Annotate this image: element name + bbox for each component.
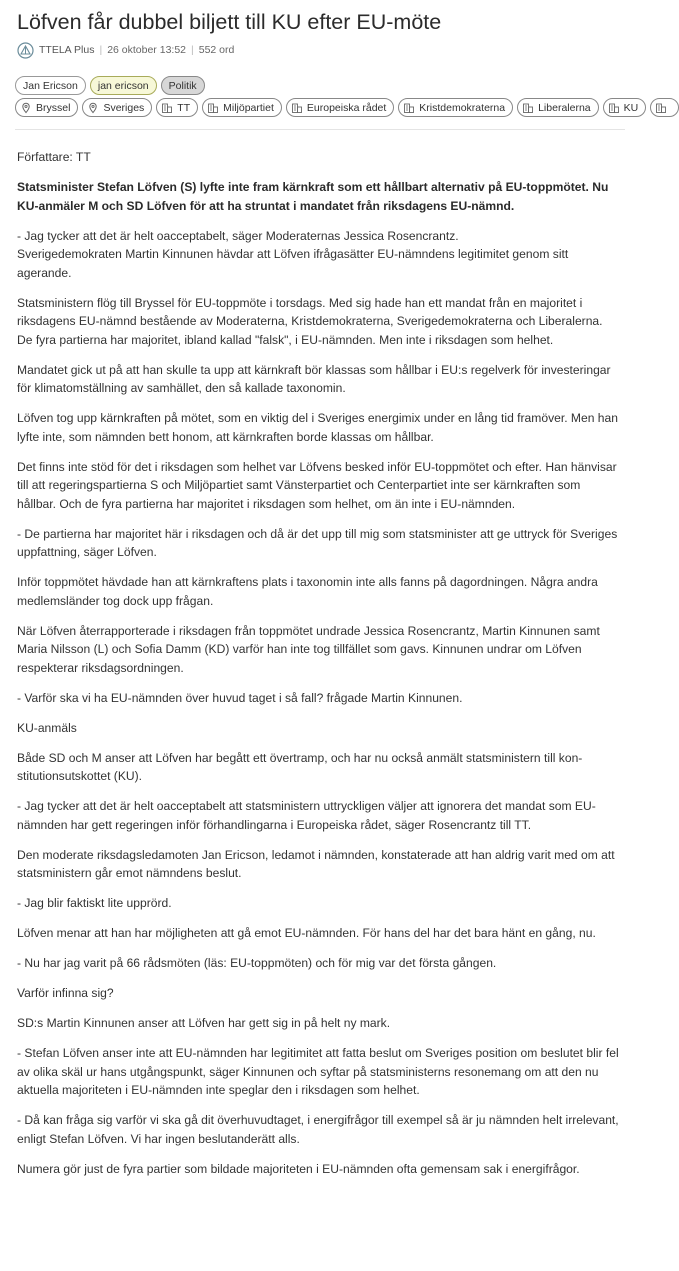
tag-chip-org[interactable] [650, 98, 679, 117]
publish-date: 26 oktober 13:52 [107, 44, 186, 56]
article-subheading: Varför infinna sig? [17, 986, 114, 1000]
tag-label: Kristdemokraterna [419, 101, 506, 114]
building-icon [207, 102, 223, 114]
article-paragraph: Den moderate riksdagsledamoten Jan Ericson, ledamot i nämnden, konstaterade att han aldrig varit med om att statsministern går emot nämndens beslut. [17, 847, 615, 880]
article-paragraph: - Stefan Löfven anser inte att EU-nämnden har legitimitet att fatta beslut om Sveriges position om beslutet blir fel av olika skäl ur hans utgångspunkt, säger Kinnunen och syftar på statsministerns resonemang om att den nu aktuella majoriteten i EU-nämnden inte speglar den i riksdagen som helhet. [17, 1046, 619, 1097]
tag-chip-org[interactable] [202, 98, 282, 117]
tag-label: Liberalerna [538, 101, 591, 114]
article-paragraph: Statsministern flög till Bryssel för EU-toppmöte i torsdags. Med sig hade han ett mandat från en majoritet i riksdagens EU-nämnd bestående av Moderaterna, Kristdemokraterna, Sverigedemokraterna och Liberalerna. De fyra partierna har majoritet, ibland kallad "falsk", i EU-nämnden. Men inte i riksdagen som helhet. [17, 295, 603, 347]
article-lead: Statsminister Stefan Löfven (S) lyfte inte fram kärnkraft som ett hållbart alternativ på EU-toppmötet. Nu KU-anmäler M och SD Löfven för att ha struntat i mandatet från riksdagens EU-nämnd. [17, 180, 609, 213]
tag-label: KU [623, 101, 639, 114]
building-icon [403, 102, 419, 114]
tag-label: Jan Ericson [23, 79, 78, 92]
ttela-logo-icon [17, 42, 34, 59]
tag-label: Europeiska rådet [306, 101, 387, 114]
location-pin-icon [20, 102, 36, 114]
article-paragraph: - Jag tycker att det är helt oacceptabelt, säger Moderaternas Jessica Rosencrantz. Sverigedemokraten Martin Kinnunen hävdar att Löfven ifrågasätter EU-nämndens legitimitet genom sitt agerande. [17, 228, 569, 280]
building-icon [608, 102, 624, 114]
tag-chip-category[interactable] [161, 76, 205, 95]
author-line: Författare: TT [17, 150, 91, 164]
tag-label: Politik [168, 79, 197, 92]
tag-chip-org[interactable] [603, 98, 647, 117]
tag-chip-org[interactable] [156, 98, 198, 117]
tag-chip-place[interactable] [82, 98, 152, 117]
word-count: 552 ord [198, 44, 235, 56]
tag-chip-person[interactable] [15, 76, 86, 95]
header-divider [15, 129, 625, 130]
article-paragraph: SD:s Martin Kinnunen anser att Löfven har gett sig in på helt ny mark. [17, 1016, 391, 1030]
tag-chip-org[interactable] [517, 98, 599, 117]
article-paragraph: Löfven tog upp kärnkraften på mötet, som en viktig del i Sveriges energimix under en lång tid framöver. Men han lyfte inte, som nämnden bett honom, att kärnkraften borde klassas om hållbar. [17, 411, 618, 444]
tag-label: TT [177, 101, 191, 114]
tag-chip-person2[interactable] [90, 76, 157, 95]
tag-label: jan ericson [97, 79, 149, 92]
meta-separator: | [191, 44, 194, 56]
tag-chip-org[interactable] [398, 98, 513, 117]
tag-row-primary [15, 76, 635, 97]
article-paragraph: Både SD och M anser att Löfven har begått ett övertramp, och har nu också anmält statsministern till konstitutionsutskottet (KU). [17, 750, 583, 783]
tag-chip-place[interactable] [15, 98, 78, 117]
building-icon [655, 102, 671, 114]
article-paragraph: - De partierna har majoritet här i riksdagen och då är det upp till mig som statsminister att ge uttryck för Sveriges uppfattning, säger Löfven. [17, 526, 618, 559]
tag-label: Bryssel [36, 101, 71, 114]
article-paragraph: - Jag tycker att det är helt oacceptabelt att statsministern uttryckligen väljer att ignorera det mandat som EU-nämnden har gett regeringen inför förhandlingarna i Europeiska rådet, säger Rosencrantz till TT. [17, 799, 596, 832]
tag-chip-org[interactable] [286, 98, 394, 117]
article-body [17, 148, 619, 1190]
article-title: Löfven får dubbel biljett till KU efter EU-möte [17, 10, 442, 34]
article-meta [17, 41, 234, 59]
building-icon [161, 102, 177, 114]
article-paragraphs [17, 227, 619, 1179]
article-subheading: KU-anmäls [17, 720, 77, 735]
tag-label: Sveriges [103, 101, 145, 114]
article-paragraph: När Löfven återrapporterade i riksdagen från toppmötet undrade Jessica Rosencrantz, Martin Kinnunen samt Maria Nilsson (L) och Sofia Damm (KD) varför han inte tog tillfället som gavs. Kinnunen undrar om Löfven respekterar riksdagsordningen. [17, 623, 600, 675]
building-icon [522, 102, 538, 114]
building-icon [291, 102, 307, 114]
publication-name[interactable]: TTELA Plus [39, 44, 95, 56]
tag-label: Miljöpartiet [223, 101, 274, 114]
article-paragraph: - Jag blir faktiskt lite upprörd. [17, 896, 172, 910]
article-paragraph: Det finns inte stöd för det i riksdagen som helhet var Löfvens besked inför EU-toppmötet och efter. Han hänvisar till att regeringspartierna S och Miljöpartiet samt Vänsterpartiet och Centerpartiet inte ser kärnkraften som hållbar. Och de fyra partierna har majoritet i riksdagen som helhet, om än inte i EU-nämnden. [17, 459, 617, 511]
article-paragraph: Löfven menar att han har möjligheten att gå emot EU-nämnden. För hans del har det bara hänt en gång, nu. [17, 926, 596, 940]
article-paragraph: Inför toppmötet hävdade han att kärnkraftens plats i taxonomin inte alls fanns på dagordningen. Några andra medlemsländer tog dock upp frågan. [17, 575, 598, 608]
article-paragraph: Mandatet gick ut på att han skulle ta upp att kärnkraft bör klassas som hållbar i EU:s regelverk för investeringar för klimatomställning av samhället, den så kallade taxonomin. [17, 362, 611, 395]
article-paragraph: Numera gör just de fyra partier som bildade majoriteten i EU-nämnden ofta gemensam sak i energifrågor. [17, 1161, 580, 1176]
location-pin-icon [87, 102, 103, 114]
article-paragraph: - Då kan fråga sig varför vi ska gå dit överhuvudtaget, i energifrågor till exempel så är ju nämnden helt irrelevant, enligt Stefan Löfven. Vi har ingen beslutanderätt alls. [17, 1113, 619, 1146]
tag-row-entities [15, 98, 639, 119]
meta-separator: | [99, 44, 103, 56]
article-paragraph: - Nu har jag varit på 66 rådsmöten (läs: EU-toppmöten) och för mig var det första gången. [17, 956, 497, 970]
article-paragraph: - Varför ska vi ha EU-nämnden över huvud taget i så fall? frågade Martin Kinnunen. [17, 690, 463, 705]
